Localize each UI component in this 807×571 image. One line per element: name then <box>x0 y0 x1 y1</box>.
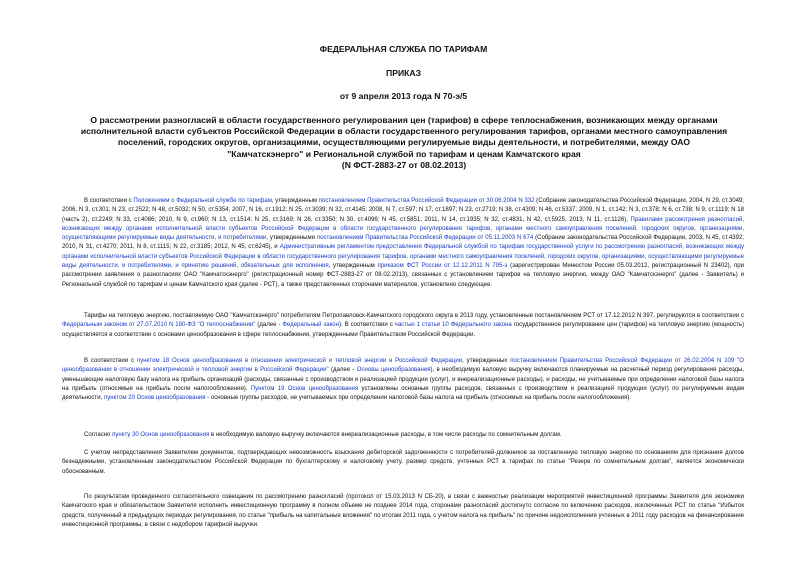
link-federal-law-190[interactable]: Федеральным законом от 27.07.2010 N 190-ФЗ "О теплоснабжении" <box>62 322 256 329</box>
text: , утвержденных <box>462 358 511 364</box>
link-pricing-basics-item-20[interactable]: пунктом 20 Основ ценообразования <box>103 395 206 402</box>
link-government-decree-332[interactable]: постановлением Правительства Российской Федерации от 30.06.2004 N 332 <box>318 198 535 204</box>
text: ). В соответствии с <box>339 322 395 329</box>
paragraph-6 <box>62 493 744 530</box>
document-subject <box>80 115 728 171</box>
text: (Собрание законодательства Российской Федерации, 2003, N 45, ст.4392; 2010, N 31, ст.4270; 2011, N 8, ст.1115; N 22, ст.3185; 2012, N 45, ст.6245), и <box>62 235 744 251</box>
text: В соответствии с <box>84 198 134 204</box>
link-fst-order-795[interactable]: приказом ФСТ России от 12.12.2011 N 795-э <box>377 263 508 270</box>
text: Тарифы на тепловую энергию, поставляемую ОАО "Камчатскэнерго" потребителям Петропавловск-Камчатского городского округа в 2013 году, установленные постановлением РСТ от 17.12.2012 N 397, регулируются в соответствии с <box>84 313 744 319</box>
text: в необходимую валовую выручку включаются внереализационные расходы, в том числе расходы по сомнительным долгам. <box>209 432 562 438</box>
paragraph-4 <box>62 431 744 440</box>
document-date-number: от 9 апреля 2013 года N 70-э/5 <box>339 91 468 101</box>
document-type: ПРИКАЗ <box>386 68 421 78</box>
link-pricing-basics-item-19[interactable]: Пунктом 19 Основ ценообразования <box>250 385 359 392</box>
text: государственное регулирование цен (тарифов) на тепловую энергию (мощность) осуществляется в соответствии с основами ценообразования в сфере теплоснабжения, утвержденными Правительством Российской Федерации. <box>62 322 745 338</box>
link-pricing-basics-item-30[interactable]: пункту 30 Основ ценообразования <box>112 432 210 438</box>
subject-text: О рассмотрении разногласий в области государственного регулирования цен (тарифов) в сфере теплоснабжения, возникающих между органами исполнительной власти субъектов Российской Федерации в области государственного регулирования тарифов, органами местного самоуправления поселений, городских округов, организациями, осуществляющими регулируемые виды деятельности, и потребителями, между ОАО "Камчатскэнерго" и Региональной службой по тарифам и ценам Камчатского края <box>80 115 728 159</box>
text: (далее - <box>255 322 283 329</box>
link-article-10-part-1[interactable]: частью 1 статьи 10 Федерального закона <box>394 322 512 329</box>
link-government-decree-109[interactable]: постановлением Правительства Российской Федерации от 26.02.2004 N 109 "О ценообразовании в отношении электрической и тепловой энергии в Российской Федерации" <box>62 358 745 374</box>
link-federal-law[interactable]: Федеральный закон <box>282 322 339 329</box>
link-pricing-basics[interactable]: Основы ценообразования <box>356 367 431 374</box>
text: С учетом непредставления Заявителем документов, подтверждающих невозможность взыскания дебиторской задолженности с потребителей-должников за поставленную тепловую энергию по основаниям для признания долгов безнадежными, установленным законодательством Российской Федерации по бухгалтерскому и налоговому учету, размер средств, учтенных РСТ в тарифах по статье "Резерв по сомнительным долгам", является экономически обоснованным. <box>62 450 744 475</box>
text: (далее - <box>328 367 357 374</box>
link-fst-regulation[interactable]: Положением о Федеральной службе по тарифам <box>133 198 272 204</box>
subject-registration: (N ФСТ-2883-27 от 08.02.2013) <box>341 159 467 170</box>
paragraph-5 <box>62 449 744 477</box>
link-government-decree-674[interactable]: постановлением Правительства Российской Федерации от 05.11.2003 N 674 <box>316 235 534 242</box>
paragraph-2 <box>62 312 744 340</box>
link-pricing-basics-item-18[interactable]: пунктом 18 Основ ценообразования в отношении электрической и тепловой энергии в Российской Федерации <box>136 358 463 364</box>
agency-title: ФЕДЕРАЛЬНАЯ СЛУЖБА ПО ТАРИФАМ <box>319 44 488 54</box>
link-administrative-regulation[interactable]: Административным регламентом предоставления Федеральной службой по тарифам государственной услуги по рассмотрению разногласий, возникающих между органами исполнительной власти субъектов Российской Федерации в области государственного регулирования тарифов, органами местного самоуправления поселений, городских округов, организациями, осуществляющими регулируемые виды деятельности, и потребителями, и принятию решений, обязательных для исполнения <box>62 244 745 270</box>
paragraph-3 <box>62 357 744 403</box>
text: ), в необходимую валовую выручку включаются планируемые на расчетный период регулирования расходы, уменьшающие налоговую базу налога на прибыль организаций (расходы, связанные с производством и реализацией продукции (услуг), и внереализационные расходы), и расходы, не учитываемые при определении налоговой базы налога на прибыль (относимые на прибыль после налогообложения). <box>62 367 745 392</box>
text: По результатам проведенного согласительного совещания по рассмотрению разногласий (протокол от 15.03.2013 N СБ-20), в связи с важностью реализации мероприятий инвестиционной программы Заявителя для экономики Камчатского края и обязательством Заявителя исполнить инвестиционную программу в полном объеме не позднее 2014 года, сторонами разногласий достигнуто согласие по включению расходов, исключенных РСТ по статье "Избыток средств, полученный в предыдущих периодах регулирования, по статье "прибыль на капитальные вложения" по итогам 2011 года, с учетом налога на прибыль" по причине недоисполнения учтенных в 2011 году расходов на финансирование инвестиционной программы, в связи с недобором тарифной выручки. <box>62 494 744 528</box>
text: , утвержденными <box>266 235 317 242</box>
text: В соответствии с <box>84 358 137 364</box>
text: (Собрание законодательства Российской Федерации, 2004, N 29, ст.3049; 2006, N 3, ст.301; N 23, ст.2522; N 48, ст.5032; N 50, ст.5354; 2007, N 16, ст.1912; N 25, ст.3039; N 32, ст.4145; 2008, N 7, ст.597; N 17, ст.1897; N 23, ст.2719; N 38, ст.4309; N 46, ст.5337; 2009, N 1, ст.142; N 3, ст.378; N 6, ст.738; N 9, ст.1119; N 18 (часть 2), ст.2249; N 33, ст.4086; 2010, N 9, ст.960; N 13, ст.1514; N 25, ст.3169; N 26, ст.3350; N 30, ст.4096; N 45, ст.5851; 2011, N 14, ст.1935; N 32, ст.4831, N 42, ст.5925, 2013, N 11, ст.1126), <box>62 198 744 223</box>
text: - основные группы расходов, не учитываемых при определении налоговой базы налога на прибыль (относимых на прибыль после налогообложения). <box>205 395 631 402</box>
link-disputes-rules[interactable]: Правилами рассмотрения разногласий, возникающих между органами исполнительной власти субъектов Российской Федерации в области государственного регулирования тарифов, органами местного самоуправления поселений, городских округов, организациями, осуществляющими регулируемые виды деятельности, и потребителями <box>62 216 744 242</box>
text: , утвержденным <box>271 198 319 204</box>
text: установлены основные группы расходов, связанных с производством и реализацией продукции (услуг) по регулируемым видам деятельности, <box>62 385 744 402</box>
text: (зарегистрирован Минюстом России 05.03.2012, регистрационный N 23402), при рассмотрении заявления о разногласиях ОАО "Камчатскэнерго" (регистрационный номер ФСТ-2883-27 от 08.02.2013), связанных с установлением тарифов на тепловую энергию, между ОАО "Камчатскэнерго" (далее - Заявитель) и Региональной службой по тарифам и ценам Камчатского края (далее - РСТ), а также представленных сторонами материалов, установлено следующее. <box>62 263 745 288</box>
text: Согласно <box>84 432 113 438</box>
text: , утвержденным <box>328 263 378 270</box>
paragraph-1 <box>62 197 744 290</box>
